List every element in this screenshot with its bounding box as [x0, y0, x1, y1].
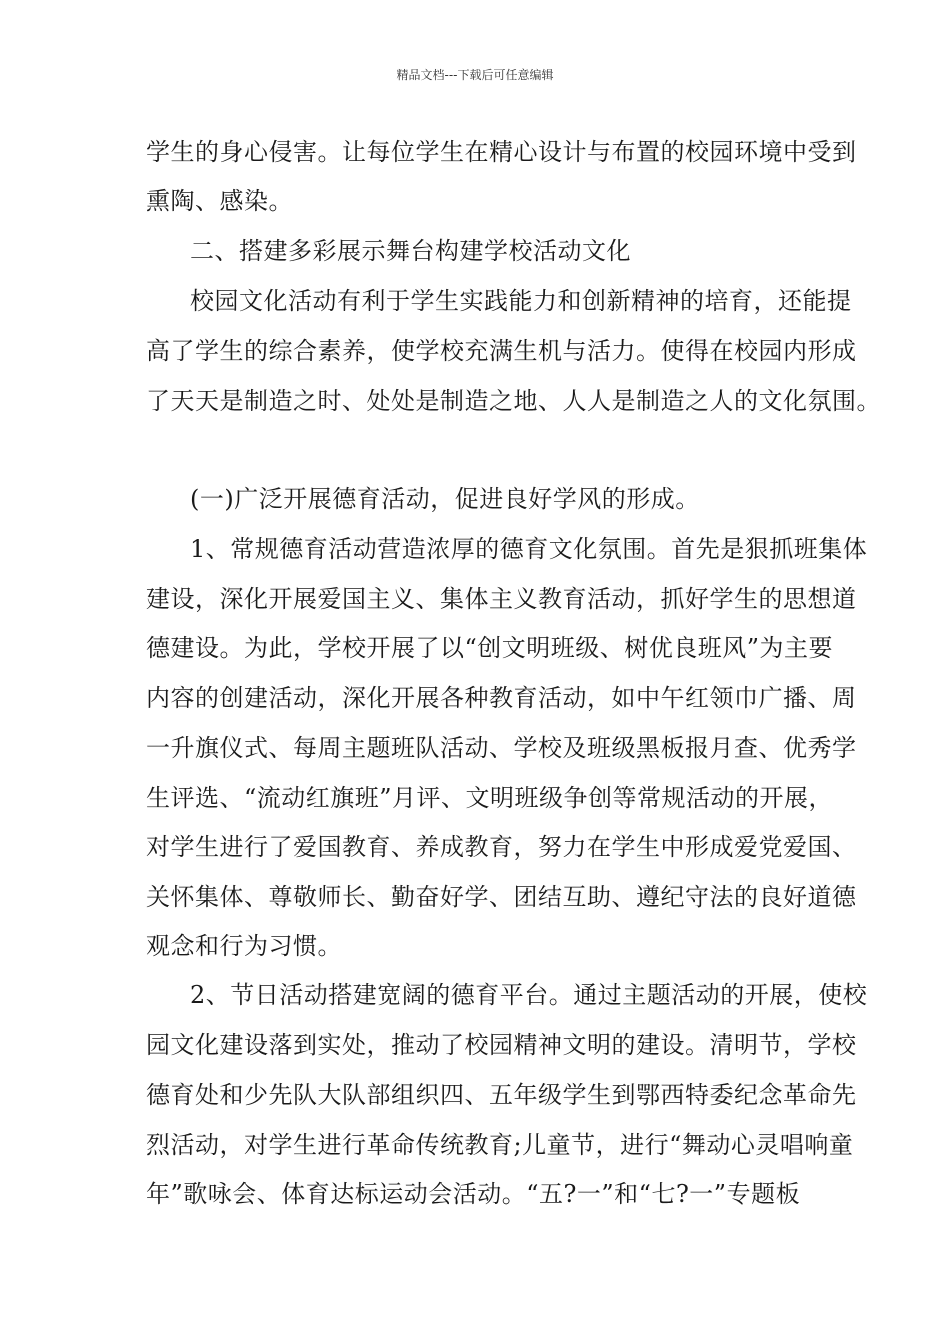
text-line: 德育处和少先队大队部组织四、五年级学生到鄂西特委纪念革命先 — [146, 1081, 857, 1109]
text-line: 高了学生的综合素养，使学校充满生机与活力。使得在校园内形成 — [146, 337, 857, 365]
text-line: 熏陶、感染。 — [146, 187, 293, 215]
text-line: 烈活动，对学生进行革命传统教育;儿童节，进行“舞动心灵唱响童 — [146, 1131, 854, 1159]
text-line: 了天天是制造之时、处处是制造之地、人人是制造之人的文化氛围。 — [146, 387, 881, 415]
text-line: 对学生进行了爱国教育、养成教育，努力在学生中形成爱党爱国、 — [146, 833, 857, 861]
text-line: 一升旗仪式、每周主题班队活动、学校及班级黑板报月查、优秀学 — [146, 734, 857, 762]
text-line: 德建设。为此，学校开展了以“创文明班级、树优良班风”为主要 — [146, 634, 834, 662]
text-line: 校园文化活动有利于学生实践能力和创新精神的培育，还能提 — [190, 287, 852, 315]
text-line: 1、常规德育活动营造浓厚的德育文化氛围。首先是狠抓班集体 — [190, 535, 868, 563]
text-line: 观念和行为习惯。 — [146, 932, 342, 960]
text-line: 年”歌咏会、体育达标运动会活动。“五?一”和“七?一”专题板 — [146, 1180, 801, 1208]
page-header: 精品文档---下载后可任意编辑 — [396, 68, 554, 82]
text-line: 建设，深化开展爱国主义、集体主义教育活动，抓好学生的思想道 — [146, 585, 857, 613]
section-heading: 二、搭建多彩展示舞台构建学校活动文化 — [190, 237, 631, 265]
text-line: 关怀集体、尊敬师长、勤奋好学、团结互助、遵纪守法的良好道德 — [146, 883, 857, 911]
text-line: 学生的身心侵害。让每位学生在精心设计与布置的校园环境中受到 — [146, 138, 857, 166]
text-line: 生评选、“流动红旗班”月评、文明班级争创等常规活动的开展， — [146, 784, 834, 812]
subsection-heading: (一)广泛开展德育活动，促进良好学风的形成。 — [190, 485, 700, 513]
text-line: 内容的创建活动，深化开展各种教育活动，如中午红领巾广播、周 — [146, 684, 857, 712]
text-line: 2、节日活动搭建宽阔的德育平台。通过主题活动的开展，使校 — [190, 981, 868, 1009]
text-line: 园文化建设落到实处，推动了校园精神文明的建设。清明节，学校 — [146, 1031, 857, 1059]
